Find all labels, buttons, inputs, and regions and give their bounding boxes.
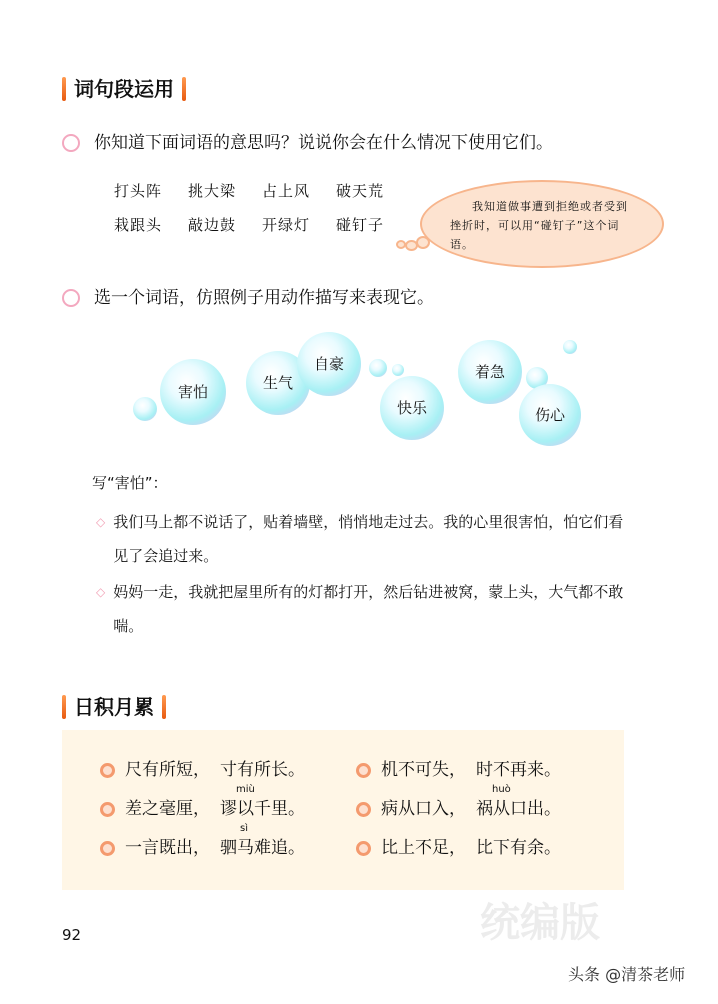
word: 栽跟头	[114, 216, 163, 234]
proverb: 一言既出， 驷马难追。	[100, 838, 305, 858]
dot-bullet-icon	[100, 841, 115, 856]
word: 占上风	[262, 182, 311, 200]
bubble-zihao: 自豪	[297, 332, 361, 396]
small-bubble	[133, 397, 157, 421]
question-text: 你知道下面词语的意思吗？说说你会在什么情况下使用它们。	[94, 133, 553, 153]
bubble-kuaile: 快乐	[380, 376, 444, 440]
word: 打头阵	[114, 182, 163, 200]
title-bar-left	[62, 77, 66, 101]
question-text: 选一个词语，仿照例子用动作描写来表现它。	[94, 288, 434, 308]
proverb: 尺有所短， 寸有所长。	[100, 760, 305, 780]
title-bar-right	[182, 77, 186, 101]
word: 破天荒	[336, 182, 385, 200]
word: 开绿灯	[262, 216, 311, 234]
dot-bullet-icon	[356, 763, 371, 778]
example-1: ◇ 我们马上都不说话了，贴着墙壁，悄悄地走过去。我的心里很害怕，怕它们看见了会追过来。	[96, 505, 656, 573]
bubble-zhaoji: 着急	[458, 340, 522, 404]
dot-bullet-icon	[100, 802, 115, 817]
word: 挑大梁	[188, 182, 237, 200]
pinyin: miù	[236, 784, 255, 795]
section-title-ci-ju-duan	[62, 76, 186, 102]
dot-bullet-icon	[356, 802, 371, 817]
circle-bullet-icon	[62, 289, 80, 307]
word: 敲边鼓	[188, 216, 237, 234]
proverb: 差之毫厘， 谬以千里。	[100, 799, 305, 819]
pinyin: sì	[240, 823, 248, 834]
diamond-bullet-icon: ◇	[96, 515, 106, 529]
proverb: 比上不足， 比下有余。	[356, 838, 561, 858]
bubble-haipa: 害怕	[160, 359, 226, 425]
small-bubble	[392, 364, 404, 376]
bubble-shangxin: 伤心	[519, 384, 581, 446]
diamond-bullet-icon: ◇	[96, 585, 106, 599]
circle-bullet-icon	[62, 134, 80, 152]
thought-cloud: 我知道做事遭到拒绝或者受到挫折时，可以用“碰钉子”这个词语。	[420, 180, 664, 268]
dot-bullet-icon	[356, 841, 371, 856]
title-bar-right	[162, 695, 166, 719]
section-title-ri-ji-yue-lei	[62, 694, 166, 720]
section-title-text: 日积月累	[74, 695, 154, 719]
dot-bullet-icon	[100, 763, 115, 778]
page-number: 92	[62, 926, 82, 944]
proverb: 机不可失， 时不再来。	[356, 760, 561, 780]
small-bubble	[369, 359, 387, 377]
pinyin: huò	[492, 784, 511, 795]
word-list	[114, 174, 412, 242]
small-bubble	[563, 340, 577, 354]
footer-credit: 头条 @清茶老师	[568, 965, 686, 984]
bubble-shengqi: 生气	[246, 351, 310, 415]
question-1	[62, 132, 553, 154]
proverb: 病从口入， 祸从口出。	[356, 799, 561, 819]
title-bar-left	[62, 695, 66, 719]
word: 碰钉子	[336, 216, 385, 234]
section-title-text: 词句段运用	[74, 77, 174, 101]
question-2	[62, 287, 434, 309]
example-label: 写“害怕”：	[92, 474, 168, 492]
example-2: ◇ 妈妈一走，我就把屋里所有的灯都打开，然后钻进被窝，蒙上头，大气都不敢喘。	[96, 575, 656, 643]
watermark: 统编版	[480, 900, 600, 946]
